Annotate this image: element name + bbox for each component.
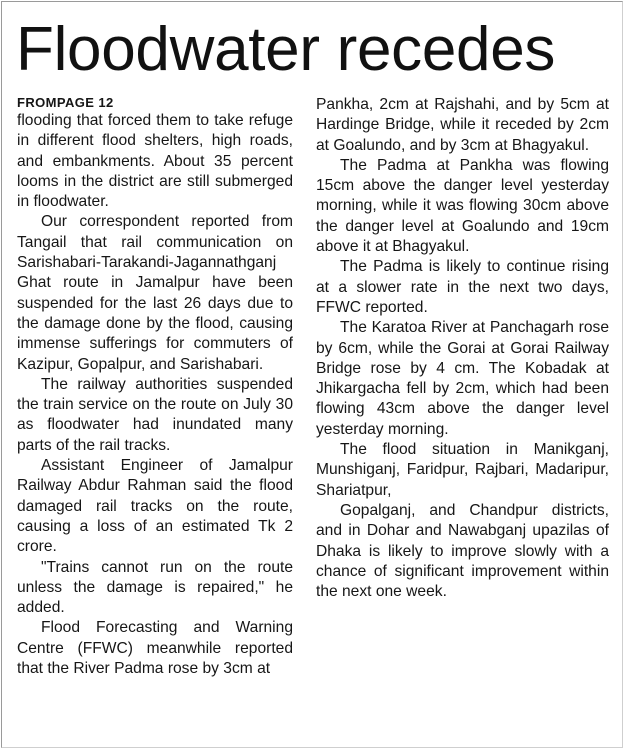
- paragraph: Flood Forecasting and Warning Centre (FFWC) meanwhile reported that the River Padma rose by 3cm at: [17, 619, 293, 678]
- paragraph: flooding that forced them to take refuge in different flood shelters, high roads, and embankments. About 35 percent looms in the district are still submerged in floodwater.: [17, 112, 293, 211]
- paragraph: Assistant Engineer of Jamalpur Railway Abdur Rahman said the flood damaged rail tracks on the route, causing a loss of an estimated Tk 2 crore.: [17, 457, 293, 556]
- paragraph: Pankha, 2cm at Rajshahi, and by 5cm at Hardinge Bridge, while it receded by 2cm at Goalundo, and by 3cm at Bhagyakul.: [316, 96, 609, 154]
- paragraph: The Padma is likely to continue rising at a slower rate in the next two days, FFWC reported.: [316, 258, 609, 316]
- paragraph: The railway authorities suspended the train service on the route on July 30 as floodwater had inundated many parts of the rail tracks.: [17, 375, 293, 454]
- headline: Floodwater recedes: [16, 15, 556, 84]
- paragraph: Gopalganj, and Chandpur districts, and in Dohar and Nawabganj upazilas of Dhaka is likely to improve slowly with a chance of significant improvement within the next one week.: [316, 501, 609, 601]
- continued-from-label: FROMPAGE 12: [17, 95, 114, 110]
- paragraph: The Karatoa River at Panchagarh rose by 6cm, while the Gorai at Gorai Railway Bridge rose by 4 cm. The Kobadak at Jhikargacha fell by 2cm, which had been flowing 43cm above the danger level yesterday morning.: [316, 319, 609, 438]
- paragraph: The Padma at Pankha was flowing 15cm above the danger level yesterday morning, while it was flowing 30cm above the danger level at Goalundo and 19cm above it at Bhagyakul.: [316, 156, 609, 256]
- article-column-left: [17, 95, 293, 679]
- paragraph: Our correspondent reported from Tangail that rail communication on Sarishabari-Tarakandi-Jagannathganj Ghat route in Jamalpur have been suspended for the last 26 days due to the damage done by the flood, causing immense sufferings for commuters of Kazipur, Gopalpur, and Sarishabari.: [17, 213, 293, 373]
- paragraph: "Trains cannot run on the route unless the damage is repaired," he added.: [17, 558, 293, 617]
- article-column-right: [316, 95, 609, 602]
- news-clipping: [1, 1, 623, 748]
- paragraph: The flood situation in Manikganj, Munshiganj, Faridpur, Rajbari, Madaripur, Shariatpur,: [316, 441, 609, 499]
